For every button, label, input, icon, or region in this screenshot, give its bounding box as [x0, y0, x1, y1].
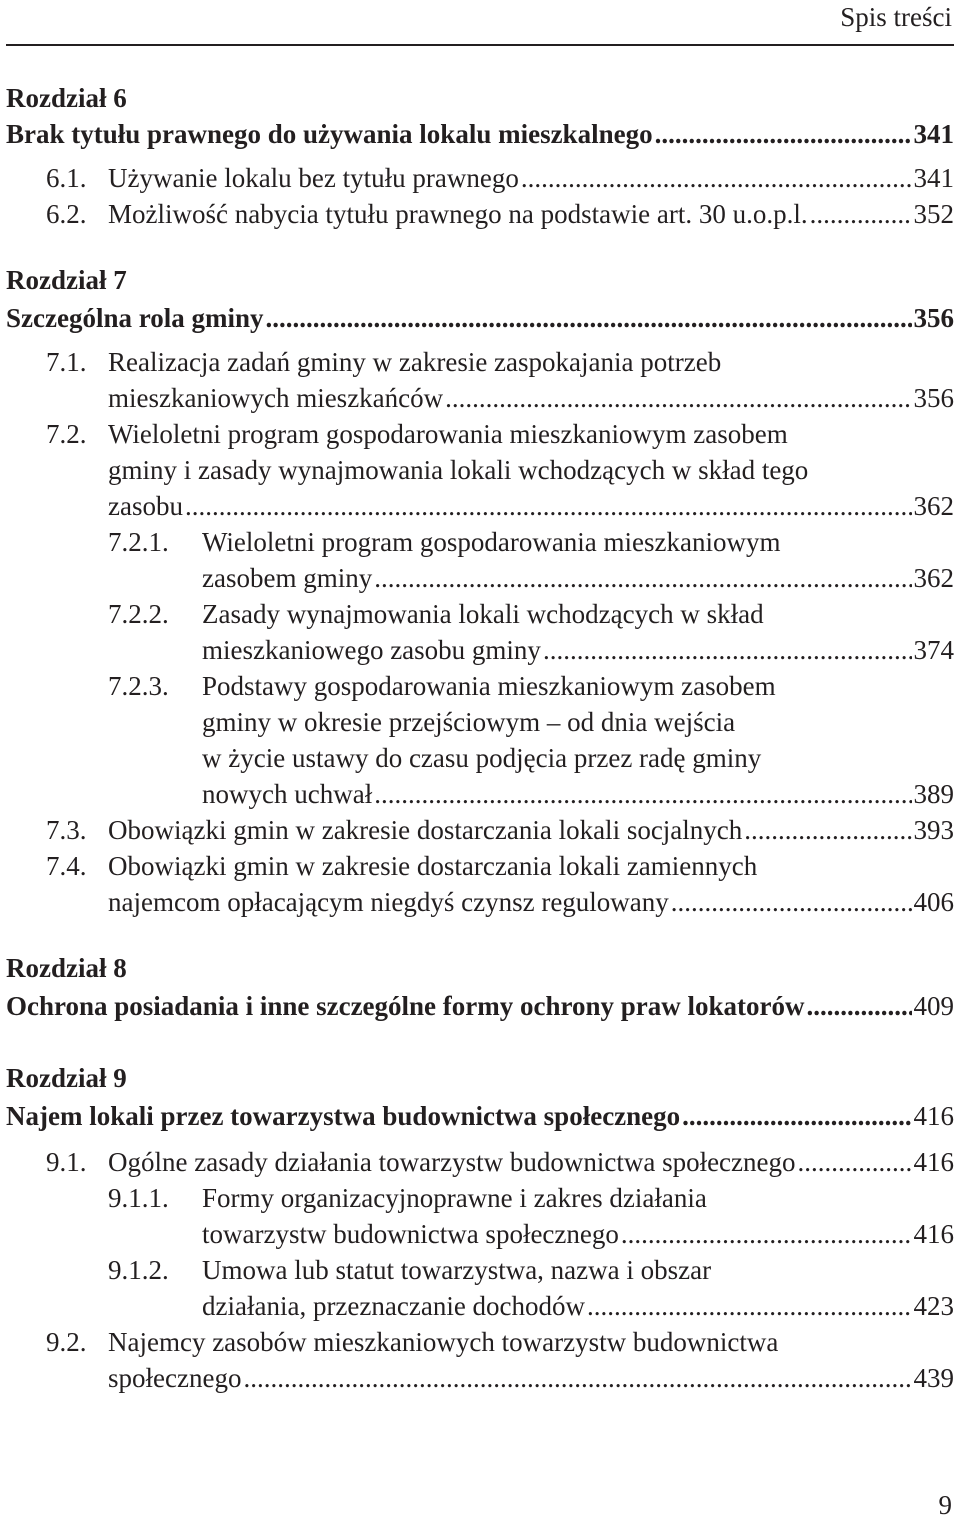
dot-leader	[798, 1144, 912, 1180]
entry-title-line-1: Formy organizacyjnoprawne i zakres działania	[202, 1183, 707, 1213]
chapter-9-title-entry[interactable]	[6, 1098, 954, 1134]
dot-leader	[243, 1360, 911, 1396]
header-rule	[6, 44, 954, 46]
entry-page: 374	[913, 635, 954, 665]
entry-title-line-1: Obowiązki gmin w zakresie dostarczania lokali zamiennych	[108, 851, 758, 881]
entry-page: 439	[913, 1363, 954, 1393]
entry-title-line-1: Wieloletni program gospodarowania mieszkaniowym	[202, 527, 781, 557]
entry-number: 7.1.	[46, 347, 87, 377]
toc-entry-9-1[interactable]	[6, 1144, 954, 1180]
entry-title-line-2: społecznego	[108, 1363, 242, 1393]
entry-page: 362	[913, 491, 954, 521]
dot-leader	[587, 1288, 911, 1324]
dot-leader	[374, 776, 911, 812]
chapter-6-title: Brak tytułu prawnego do używania lokalu mieszkalnego	[6, 119, 653, 149]
dot-leader	[655, 116, 912, 152]
entry-page: 362	[913, 563, 954, 593]
chapter-7-title: Szczególna rola gminy	[6, 303, 264, 333]
entry-title-line-2: gminy i zasady wynajmowania lokali wchodzących w skład tego	[108, 455, 809, 485]
entry-title-line-4: nowych uchwał	[202, 779, 373, 809]
chapter-7-title-entry[interactable]	[6, 300, 954, 336]
entry-number: 7.2.2.	[108, 599, 169, 629]
toc-entry-6-1[interactable]	[6, 160, 954, 196]
entry-title: Używanie lokalu bez tytułu prawnego	[108, 163, 519, 193]
entry-page: 423	[913, 1291, 954, 1321]
entry-title-line-2: zasobem gminy	[202, 563, 373, 593]
dot-leader	[185, 488, 912, 524]
dot-leader	[445, 380, 911, 416]
chapter-8-page: 409	[913, 991, 954, 1021]
chapter-9-label: Rozdział 9	[6, 1063, 127, 1093]
entry-page: 416	[913, 1219, 954, 1249]
entry-title: Ogólne zasady działania towarzystw budownictwa społecznego	[108, 1147, 796, 1177]
entry-number: 7.2.1.	[108, 527, 169, 557]
chapter-8-label: Rozdział 8	[6, 953, 127, 983]
chapter-8-title: Ochrona posiadania i inne szczególne formy ochrony praw lokatorów	[6, 991, 805, 1021]
entry-title-line-2: działania, przeznaczanie dochodów	[202, 1291, 586, 1321]
dot-leader	[682, 1098, 911, 1134]
entry-page: 393	[913, 815, 954, 845]
entry-title-line-1: Wieloletni program gospodarowania mieszkaniowym zasobem	[108, 419, 788, 449]
entry-title-line-3: w życie ustawy do czasu podjęcia przez radę gminy	[202, 743, 762, 773]
dot-leader	[374, 560, 911, 596]
entry-number: 9.1.	[46, 1147, 87, 1177]
entry-page: 416	[913, 1147, 954, 1177]
dot-leader	[543, 632, 912, 668]
toc-entry-7-3[interactable]	[6, 812, 954, 848]
entry-page: 406	[913, 887, 954, 917]
entry-title-line-1: Umowa lub statut towarzystwa, nazwa i obszar	[202, 1255, 712, 1285]
entry-title: Obowiązki gmin w zakresie dostarczania lokali socjalnych	[108, 815, 743, 845]
entry-page: 352	[913, 199, 954, 229]
entry-page: 389	[913, 779, 954, 809]
entry-number: 6.2.	[46, 199, 87, 229]
chapter-6-title-entry[interactable]	[6, 116, 954, 152]
dot-leader	[621, 1216, 912, 1252]
chapter-7-page: 356	[913, 303, 954, 333]
chapter-8-title-entry[interactable]	[6, 988, 954, 1024]
entry-number: 7.3.	[46, 815, 87, 845]
entry-title-line-2: mieszkaniowych mieszkańców	[108, 383, 444, 413]
entry-title-line-2: gminy w okresie przejściowym – od dnia wejścia	[202, 707, 736, 737]
entry-number: 7.2.	[46, 419, 87, 449]
entry-number: 7.2.3.	[108, 671, 169, 701]
chapter-9-page: 416	[913, 1101, 954, 1131]
entry-number: 9.2.	[46, 1327, 87, 1357]
entry-title-line-1: Zasady wynajmowania lokali wchodzących w skład	[202, 599, 764, 629]
entry-number: 9.1.2.	[108, 1255, 169, 1285]
entry-page: 356	[913, 383, 954, 413]
entry-title: Możliwość nabycia tytułu prawnego na podstawie art. 30 u.o.p.l.	[108, 199, 808, 229]
chapter-9-title: Najem lokali przez towarzystwa budownictwa społecznego	[6, 1101, 681, 1131]
dot-leader	[265, 300, 911, 336]
dot-leader	[521, 160, 912, 196]
chapter-6-label: Rozdział 6	[6, 83, 127, 113]
entry-title-line-1: Podstawy gospodarowania mieszkaniowym zasobem	[202, 671, 776, 701]
header-title: Spis treści	[840, 2, 952, 32]
entry-number: 9.1.1.	[108, 1183, 169, 1213]
entry-title-line-3: zasobu	[108, 491, 183, 521]
page-number: 9	[938, 1490, 952, 1520]
entry-page: 341	[913, 163, 954, 193]
toc-entry-6-2[interactable]	[6, 196, 954, 232]
dot-leader	[810, 196, 912, 232]
chapter-6-page: 341	[913, 119, 954, 149]
entry-title-line-1: Realizacja zadań gminy w zakresie zaspokajania potrzeb	[108, 347, 722, 377]
dot-leader	[744, 812, 911, 848]
entry-title-line-2: mieszkaniowego zasobu gminy	[202, 635, 541, 665]
dot-leader	[807, 988, 912, 1024]
entry-number: 7.4.	[46, 851, 87, 881]
entry-title-line-2: towarzystw budownictwa społecznego	[202, 1219, 619, 1249]
entry-number: 6.1.	[46, 163, 87, 193]
chapter-7-label: Rozdział 7	[6, 265, 127, 295]
entry-title-line-1: Najemcy zasobów mieszkaniowych towarzystw budownictwa	[108, 1327, 779, 1357]
entry-title-line-2: najemcom opłacającym niegdyś czynsz regulowany	[108, 887, 669, 917]
dot-leader	[671, 884, 912, 920]
